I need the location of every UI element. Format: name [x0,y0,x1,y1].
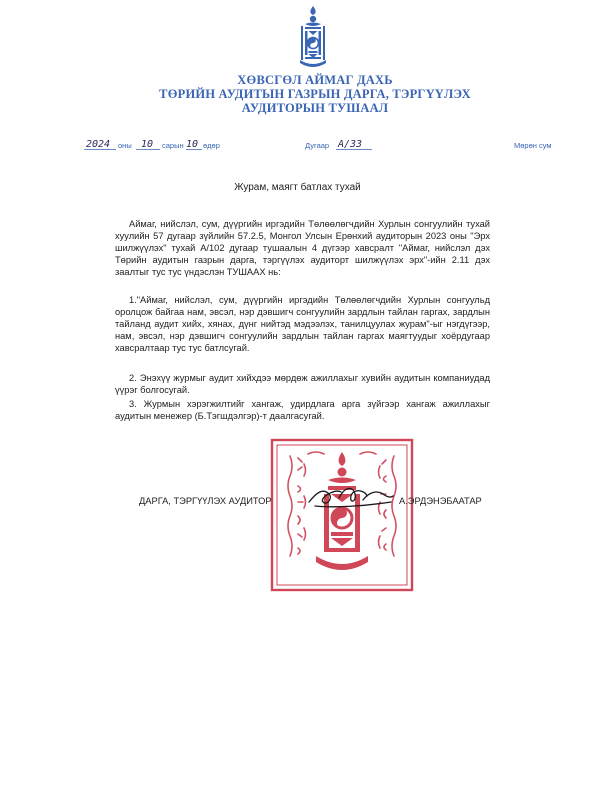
preamble-paragraph: Аймаг, нийслэл, сум, дүүргийн иргэдийн Төлөөлөгчдийн Хурлын сонгуулийн тухай хуулийн 57 дугаар зүйлийн 57.2.5, Монгол Улсын Ерөнхий аудиторын 2023 оны "Эрх шилжүүлэх" тухай А/102 дугаар тушаалын 4 дүгээр хавсралт "Аймаг, нийслэл дэх Төрийн аудитын газрын дарга, тэргүүлэх аудиторт шилжүүлэх эрх"-ийн 2.11 дэх заалтыг тус тус үндэслэн ТУШААХ нь: [115,219,490,277]
order-meta-row [0,134,595,154]
signatory-title: ДАРГА, ТЭРГҮҮЛЭХ АУДИТОР [139,496,272,506]
signatory-name: А.ЭРДЭНЭБААТАР [399,496,482,506]
org-title-line-2: ТӨРИЙН АУДИТЫН ГАЗРЫН ДАРГА, ТЭРГҮҮЛЭХ [159,87,471,101]
clause-1-paragraph: 1."Аймаг, нийслэл, сум, дүүргийн иргэдийн Төлөөлөгчдийн Хурлын сонгуульд оролцож байгаа нам, эвсэл, нэр дэвшигч сонгуулийн зардлын тайлан гаргах, зардлын тайланд аудит хийх, хянах, дүнг нийтэд мэдээлэх, танилцуулах журам"-ыг нэгдүгээр, нам, эвсэл, нэр дэвшигч сонгуулийн зардлын тайлан гаргах маягтуудыг хоёрдугаар хавсралтаар тус тус батлсугай. [115,295,490,353]
soyombo-emblem-icon [296,6,330,70]
day-label: өдөр [203,141,220,150]
clause-3-paragraph: 3. Журмын хэрэгжилтийг хангаж, удирдлага арга зүйгээр хангаж ажиллахыг аудитын менежер (Б.Тэгшдэлгэр)-т даалгасугай. [115,399,490,421]
number-label: Дугаар [305,141,330,150]
org-title-line-1: ХӨВСГӨЛ АЙМАГ ДАХЬ [237,73,393,87]
clause-2-paragraph: 2. Энэхүү журмыг аудит хийхдээ мөрдөж ажиллахыг хувийн аудитын компаниудад үүрэг болгосугай. [115,373,490,395]
org-title-line-3: АУДИТОРЫН ТУШААЛ [241,101,389,115]
order-subject: Журам, маягт батлах тухай [234,182,361,193]
month-label: сарын [162,141,184,150]
order-month: 10 [141,139,154,150]
order-year: 2024 [86,139,111,150]
order-day: 10 [186,139,199,150]
order-number: A/33 [338,139,363,150]
order-place: Мөрөн сум [514,141,552,150]
year-label: оны [118,141,132,150]
handwritten-signature-icon [305,478,395,514]
official-seal-stamp [268,436,416,594]
